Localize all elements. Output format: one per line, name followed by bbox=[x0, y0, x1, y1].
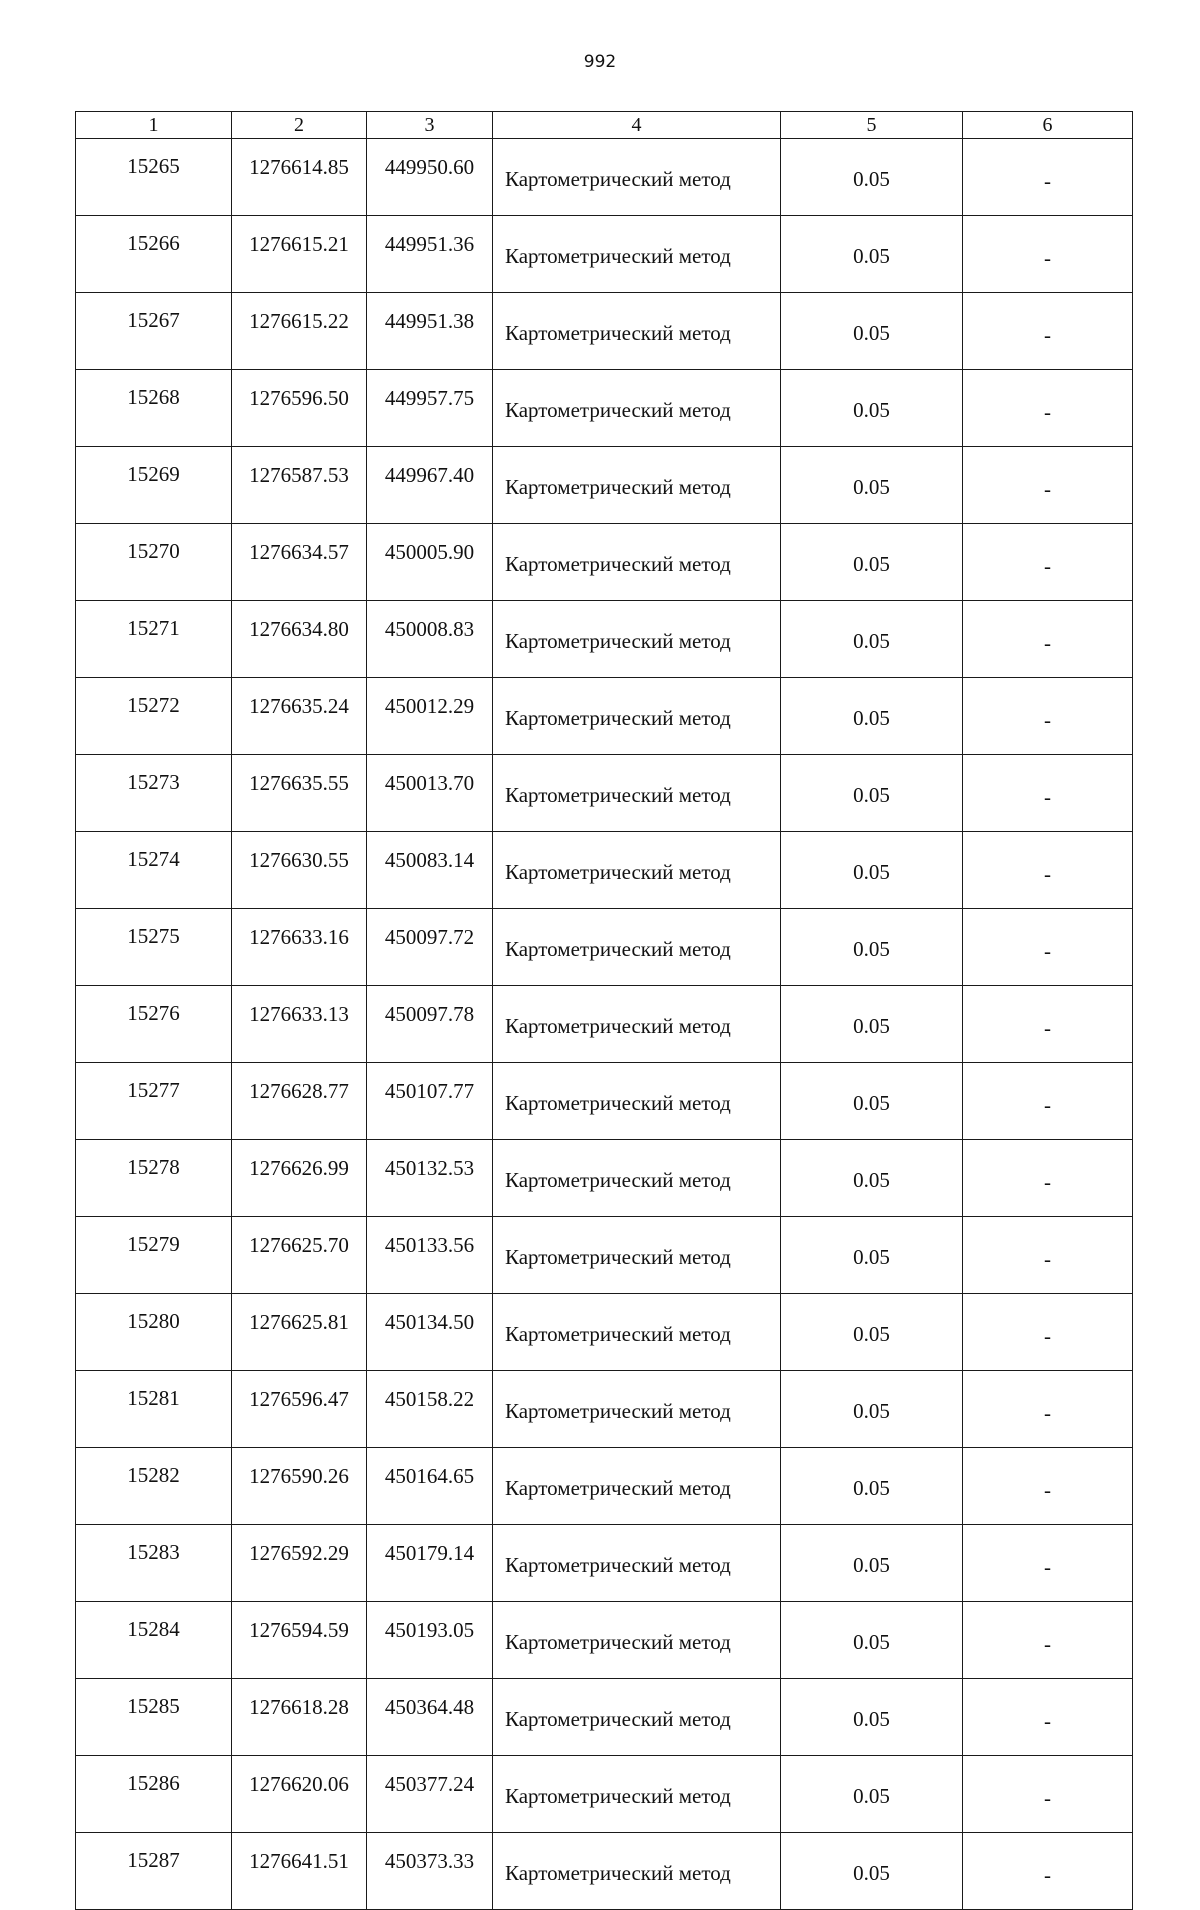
note-cell: - bbox=[963, 1294, 1133, 1371]
precision-cell: 0.05 bbox=[781, 1448, 963, 1525]
note-cell: - bbox=[963, 1833, 1133, 1910]
precision-cell: 0.05 bbox=[781, 1371, 963, 1448]
y-coordinate-cell: 449951.38 bbox=[367, 293, 493, 370]
precision-cell: 0.05 bbox=[781, 601, 963, 678]
x-coordinate-cell: 1276634.57 bbox=[232, 524, 367, 601]
table-row bbox=[76, 1371, 1133, 1448]
note-cell: - bbox=[963, 1756, 1133, 1833]
point-number-cell: 15275 bbox=[76, 909, 232, 986]
point-number-cell: 15284 bbox=[76, 1602, 232, 1679]
note-cell: - bbox=[963, 1371, 1133, 1448]
y-coordinate-cell: 450097.78 bbox=[367, 986, 493, 1063]
method-cell: Картометрический метод bbox=[493, 1833, 781, 1910]
method-cell: Картометрический метод bbox=[493, 293, 781, 370]
method-cell: Картометрический метод bbox=[493, 1448, 781, 1525]
precision-cell: 0.05 bbox=[781, 1294, 963, 1371]
table-row bbox=[76, 1756, 1133, 1833]
method-cell: Картометрический метод bbox=[493, 832, 781, 909]
table-row bbox=[76, 370, 1133, 447]
column-header: 2 bbox=[232, 112, 367, 139]
point-number-cell: 15276 bbox=[76, 986, 232, 1063]
method-cell: Картометрический метод bbox=[493, 755, 781, 832]
y-coordinate-cell: 449951.36 bbox=[367, 216, 493, 293]
method-cell: Картометрический метод bbox=[493, 1602, 781, 1679]
note-cell: - bbox=[963, 139, 1133, 216]
page-number: 992 bbox=[583, 52, 617, 72]
x-coordinate-cell: 1276634.80 bbox=[232, 601, 367, 678]
x-coordinate-cell: 1276625.81 bbox=[232, 1294, 367, 1371]
note-cell: - bbox=[963, 370, 1133, 447]
point-number-cell: 15283 bbox=[76, 1525, 232, 1602]
note-cell: - bbox=[963, 755, 1133, 832]
x-coordinate-cell: 1276635.24 bbox=[232, 678, 367, 755]
precision-cell: 0.05 bbox=[781, 832, 963, 909]
method-cell: Картометрический метод bbox=[493, 678, 781, 755]
method-cell: Картометрический метод bbox=[493, 370, 781, 447]
y-coordinate-cell: 450164.65 bbox=[367, 1448, 493, 1525]
point-number-cell: 15267 bbox=[76, 293, 232, 370]
point-number-cell: 15269 bbox=[76, 447, 232, 524]
coordinates-table bbox=[75, 111, 1133, 1910]
precision-cell: 0.05 bbox=[781, 1756, 963, 1833]
point-number-cell: 15273 bbox=[76, 755, 232, 832]
precision-cell: 0.05 bbox=[781, 1063, 963, 1140]
x-coordinate-cell: 1276596.47 bbox=[232, 1371, 367, 1448]
y-coordinate-cell: 450097.72 bbox=[367, 909, 493, 986]
x-coordinate-cell: 1276620.06 bbox=[232, 1756, 367, 1833]
precision-cell: 0.05 bbox=[781, 1833, 963, 1910]
x-coordinate-cell: 1276618.28 bbox=[232, 1679, 367, 1756]
method-cell: Картометрический метод bbox=[493, 447, 781, 524]
table-row bbox=[76, 1679, 1133, 1756]
table-row bbox=[76, 1063, 1133, 1140]
method-cell: Картометрический метод bbox=[493, 1525, 781, 1602]
method-cell: Картометрический метод bbox=[493, 1063, 781, 1140]
precision-cell: 0.05 bbox=[781, 293, 963, 370]
x-coordinate-cell: 1276628.77 bbox=[232, 1063, 367, 1140]
point-number-cell: 15280 bbox=[76, 1294, 232, 1371]
y-coordinate-cell: 450132.53 bbox=[367, 1140, 493, 1217]
x-coordinate-cell: 1276590.26 bbox=[232, 1448, 367, 1525]
point-number-cell: 15274 bbox=[76, 832, 232, 909]
y-coordinate-cell: 450133.56 bbox=[367, 1217, 493, 1294]
point-number-cell: 15278 bbox=[76, 1140, 232, 1217]
note-cell: - bbox=[963, 1602, 1133, 1679]
note-cell: - bbox=[963, 678, 1133, 755]
point-number-cell: 15270 bbox=[76, 524, 232, 601]
table-row bbox=[76, 1294, 1133, 1371]
table-row bbox=[76, 755, 1133, 832]
table-row bbox=[76, 293, 1133, 370]
note-cell: - bbox=[963, 216, 1133, 293]
x-coordinate-cell: 1276615.21 bbox=[232, 216, 367, 293]
point-number-cell: 15281 bbox=[76, 1371, 232, 1448]
note-cell: - bbox=[963, 1063, 1133, 1140]
x-coordinate-cell: 1276633.13 bbox=[232, 986, 367, 1063]
note-cell: - bbox=[963, 447, 1133, 524]
column-header: 6 bbox=[963, 112, 1133, 139]
method-cell: Картометрический метод bbox=[493, 216, 781, 293]
table-row bbox=[76, 1833, 1133, 1910]
method-cell: Картометрический метод bbox=[493, 1294, 781, 1371]
method-cell: Картометрический метод bbox=[493, 524, 781, 601]
method-cell: Картометрический метод bbox=[493, 601, 781, 678]
y-coordinate-cell: 450373.33 bbox=[367, 1833, 493, 1910]
note-cell: - bbox=[963, 601, 1133, 678]
note-cell: - bbox=[963, 909, 1133, 986]
precision-cell: 0.05 bbox=[781, 986, 963, 1063]
y-coordinate-cell: 450013.70 bbox=[367, 755, 493, 832]
precision-cell: 0.05 bbox=[781, 216, 963, 293]
x-coordinate-cell: 1276633.16 bbox=[232, 909, 367, 986]
point-number-cell: 15271 bbox=[76, 601, 232, 678]
table-row bbox=[76, 1448, 1133, 1525]
precision-cell: 0.05 bbox=[781, 447, 963, 524]
x-coordinate-cell: 1276594.59 bbox=[232, 1602, 367, 1679]
precision-cell: 0.05 bbox=[781, 370, 963, 447]
y-coordinate-cell: 449950.60 bbox=[367, 139, 493, 216]
point-number-cell: 15268 bbox=[76, 370, 232, 447]
y-coordinate-cell: 450012.29 bbox=[367, 678, 493, 755]
x-coordinate-cell: 1276641.51 bbox=[232, 1833, 367, 1910]
point-number-cell: 15279 bbox=[76, 1217, 232, 1294]
method-cell: Картометрический метод bbox=[493, 986, 781, 1063]
point-number-cell: 15272 bbox=[76, 678, 232, 755]
x-coordinate-cell: 1276635.55 bbox=[232, 755, 367, 832]
table-row bbox=[76, 678, 1133, 755]
point-number-cell: 15265 bbox=[76, 139, 232, 216]
x-coordinate-cell: 1276630.55 bbox=[232, 832, 367, 909]
precision-cell: 0.05 bbox=[781, 1140, 963, 1217]
y-coordinate-cell: 450008.83 bbox=[367, 601, 493, 678]
y-coordinate-cell: 450005.90 bbox=[367, 524, 493, 601]
y-coordinate-cell: 450107.77 bbox=[367, 1063, 493, 1140]
y-coordinate-cell: 450364.48 bbox=[367, 1679, 493, 1756]
precision-cell: 0.05 bbox=[781, 1525, 963, 1602]
table-row bbox=[76, 909, 1133, 986]
table-row bbox=[76, 832, 1133, 909]
x-coordinate-cell: 1276587.53 bbox=[232, 447, 367, 524]
precision-cell: 0.05 bbox=[781, 524, 963, 601]
method-cell: Картометрический метод bbox=[493, 1217, 781, 1294]
x-coordinate-cell: 1276592.29 bbox=[232, 1525, 367, 1602]
method-cell: Картометрический метод bbox=[493, 1140, 781, 1217]
note-cell: - bbox=[963, 1679, 1133, 1756]
table-body bbox=[76, 112, 1133, 1910]
note-cell: - bbox=[963, 1525, 1133, 1602]
note-cell: - bbox=[963, 832, 1133, 909]
note-cell: - bbox=[963, 293, 1133, 370]
table-row bbox=[76, 986, 1133, 1063]
method-cell: Картометрический метод bbox=[493, 1679, 781, 1756]
y-coordinate-cell: 450083.14 bbox=[367, 832, 493, 909]
point-number-cell: 15285 bbox=[76, 1679, 232, 1756]
table-row bbox=[76, 601, 1133, 678]
precision-cell: 0.05 bbox=[781, 139, 963, 216]
y-coordinate-cell: 450193.05 bbox=[367, 1602, 493, 1679]
note-cell: - bbox=[963, 1448, 1133, 1525]
precision-cell: 0.05 bbox=[781, 909, 963, 986]
precision-cell: 0.05 bbox=[781, 678, 963, 755]
table-row bbox=[76, 216, 1133, 293]
table-row bbox=[76, 1525, 1133, 1602]
table-row bbox=[76, 139, 1133, 216]
y-coordinate-cell: 450134.50 bbox=[367, 1294, 493, 1371]
y-coordinate-cell: 449957.75 bbox=[367, 370, 493, 447]
x-coordinate-cell: 1276625.70 bbox=[232, 1217, 367, 1294]
table-row bbox=[76, 1602, 1133, 1679]
point-number-cell: 15286 bbox=[76, 1756, 232, 1833]
header-row bbox=[76, 112, 1133, 139]
table-row bbox=[76, 447, 1133, 524]
point-number-cell: 15287 bbox=[76, 1833, 232, 1910]
table-row bbox=[76, 524, 1133, 601]
precision-cell: 0.05 bbox=[781, 1217, 963, 1294]
method-cell: Картометрический метод bbox=[493, 909, 781, 986]
note-cell: - bbox=[963, 986, 1133, 1063]
table-row bbox=[76, 1217, 1133, 1294]
precision-cell: 0.05 bbox=[781, 1679, 963, 1756]
point-number-cell: 15266 bbox=[76, 216, 232, 293]
y-coordinate-cell: 450179.14 bbox=[367, 1525, 493, 1602]
column-header: 4 bbox=[493, 112, 781, 139]
column-header: 1 bbox=[76, 112, 232, 139]
column-header: 3 bbox=[367, 112, 493, 139]
y-coordinate-cell: 449967.40 bbox=[367, 447, 493, 524]
y-coordinate-cell: 450377.24 bbox=[367, 1756, 493, 1833]
precision-cell: 0.05 bbox=[781, 755, 963, 832]
x-coordinate-cell: 1276596.50 bbox=[232, 370, 367, 447]
precision-cell: 0.05 bbox=[781, 1602, 963, 1679]
note-cell: - bbox=[963, 524, 1133, 601]
table-row bbox=[76, 1140, 1133, 1217]
y-coordinate-cell: 450158.22 bbox=[367, 1371, 493, 1448]
point-number-cell: 15277 bbox=[76, 1063, 232, 1140]
method-cell: Картометрический метод bbox=[493, 1756, 781, 1833]
method-cell: Картометрический метод bbox=[493, 139, 781, 216]
note-cell: - bbox=[963, 1217, 1133, 1294]
x-coordinate-cell: 1276626.99 bbox=[232, 1140, 367, 1217]
point-number-cell: 15282 bbox=[76, 1448, 232, 1525]
note-cell: - bbox=[963, 1140, 1133, 1217]
x-coordinate-cell: 1276615.22 bbox=[232, 293, 367, 370]
column-header: 5 bbox=[781, 112, 963, 139]
method-cell: Картометрический метод bbox=[493, 1371, 781, 1448]
x-coordinate-cell: 1276614.85 bbox=[232, 139, 367, 216]
